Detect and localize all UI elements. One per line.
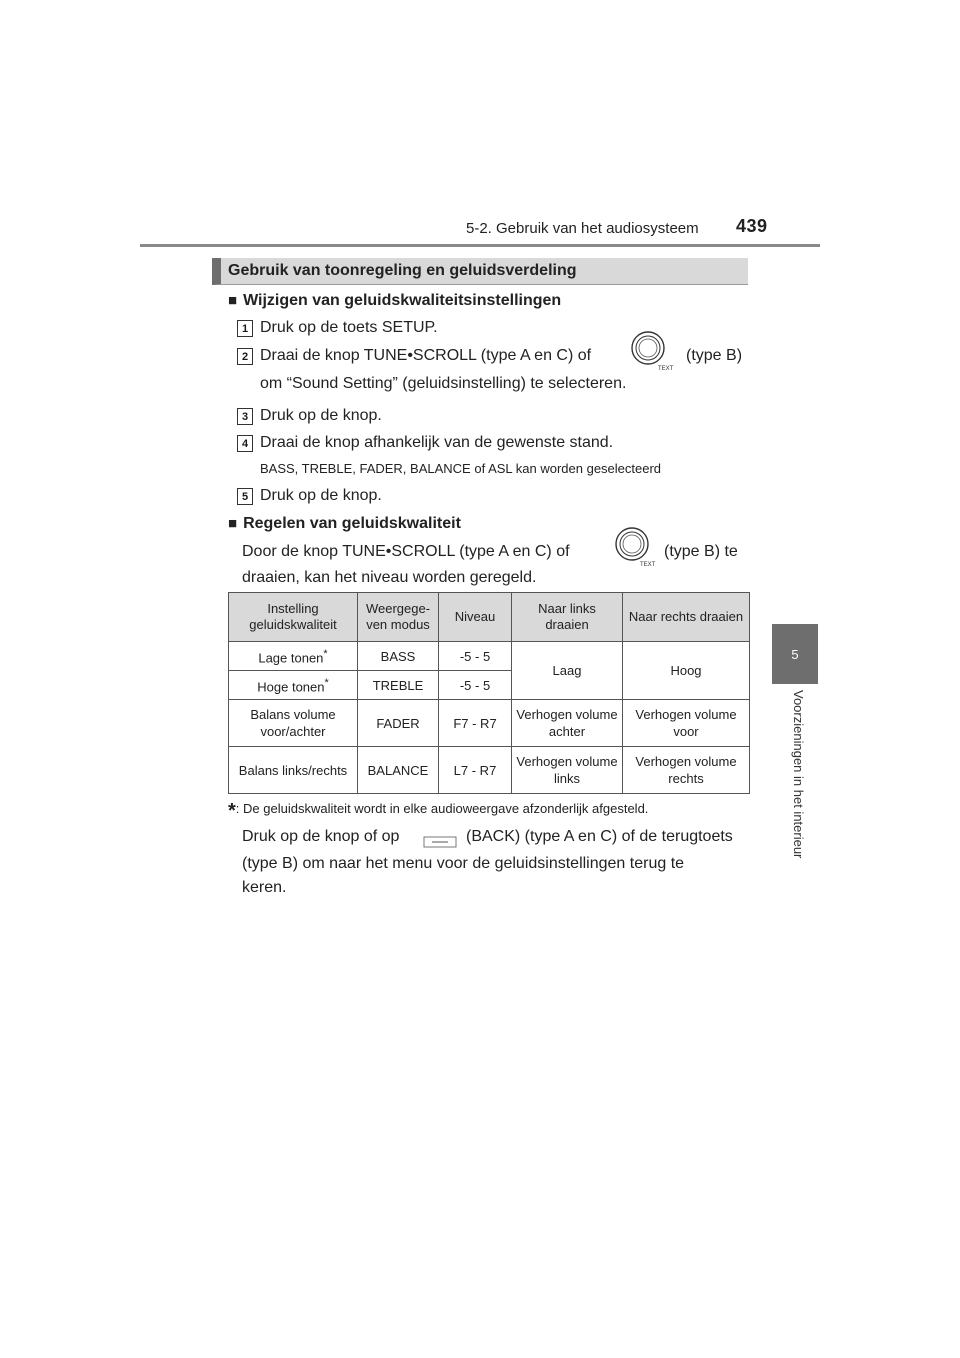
- knob-text-label: TEXT: [640, 562, 656, 568]
- subsection-title: Wijzigen van geluidskwaliteitsinstellingen: [243, 292, 562, 309]
- section-title: Gebruik van toonregeling en geluidsverdeling: [228, 262, 577, 279]
- table-header-cell: Naar links draaien: [512, 593, 623, 642]
- page-number: 439: [736, 216, 768, 236]
- subsection-title: Regelen van geluidskwaliteit: [243, 515, 461, 532]
- table-cell: Hoge tonen*: [229, 671, 358, 700]
- footnote-text: : De geluidskwaliteit wordt in elke audioweergave afzonderlijk afgesteld.: [235, 801, 649, 816]
- table-row: [229, 700, 750, 747]
- table-row: [229, 642, 750, 671]
- step-text-2a: Draai de knop TUNE•SCROLL (type A en C) of: [260, 347, 592, 364]
- square-bullet: ■: [228, 515, 238, 532]
- table-cell: Balans links/rechts: [229, 747, 358, 794]
- footnote: [228, 800, 648, 823]
- step-number-4: 4: [237, 435, 253, 452]
- knob-text-label: TEXT: [658, 366, 674, 372]
- step-number-2: 2: [237, 348, 253, 365]
- closing-text-c: (type B) om naar het menu voor de geluidsinstellingen terug te: [242, 855, 685, 872]
- table-header-cell: Instelling geluidskwaliteit: [229, 593, 358, 642]
- step-number-3: 3: [237, 408, 253, 425]
- step-text-5: Druk op de knop.: [260, 487, 382, 504]
- step-text-4: Draai de knop afhankelijk van de gewenste stand.: [260, 434, 614, 451]
- footnote-marker: *: [228, 800, 236, 822]
- table-cell: Verhogen volume voor: [623, 700, 750, 747]
- body-text-2b: (type B) te: [664, 543, 738, 560]
- header-rule: [140, 244, 820, 247]
- body-text-2c: draaien, kan het niveau worden geregeld.: [242, 569, 537, 586]
- table-cell: -5 - 5: [439, 642, 512, 671]
- subsection-heading-1: [228, 292, 561, 310]
- table-header-cell: Niveau: [439, 593, 512, 642]
- step-number-5: 5: [237, 488, 253, 505]
- table-cell: F7 - R7: [439, 700, 512, 747]
- table-cell: Lage tonen*: [229, 642, 358, 671]
- table-cell: Balans volume voor/achter: [229, 700, 358, 747]
- closing-text-b: (BACK) (type A en C) of de terugtoets: [466, 828, 733, 845]
- step-text-2b: (type B): [686, 347, 743, 364]
- table-row: [229, 747, 750, 794]
- running-header-section: 5-2. Gebruik van het audiosysteem: [466, 220, 699, 237]
- asterisk-marker: *: [324, 676, 329, 689]
- table-cell: Verhogen volume achter: [512, 700, 623, 747]
- step-text-3: Druk op de knop.: [260, 407, 382, 424]
- table-cell: L7 - R7: [439, 747, 512, 794]
- table-header-cell: Naar rechts draaien: [623, 593, 750, 642]
- table-cell: BASS: [358, 642, 439, 671]
- table-header-cell: Weergege-ven modus: [358, 593, 439, 642]
- subsection-heading-2: [228, 515, 461, 533]
- step-number-1: 1: [237, 320, 253, 337]
- step-note-4: BASS, TREBLE, FADER, BALANCE of ASL kan worden geselecteerd: [260, 461, 662, 476]
- closing-text-d: keren.: [242, 879, 287, 896]
- sound-settings-table: [228, 592, 750, 794]
- table-cell: Verhogen volume rechts: [623, 747, 750, 794]
- table-header-row: [229, 593, 750, 642]
- table-cell: Verhogen volume links: [512, 747, 623, 794]
- table-cell: TREBLE: [358, 671, 439, 700]
- closing-text-a: Druk op de knop of op: [242, 828, 400, 845]
- square-bullet: ■: [228, 292, 238, 309]
- back-button-icon: [423, 835, 457, 847]
- step-text-1: Druk op de toets SETUP.: [260, 319, 438, 336]
- table-cell: Laag: [512, 642, 623, 700]
- step-text-2c: om “Sound Setting” (geluidsinstelling) te selecteren.: [260, 375, 627, 392]
- table-cell: Hoog: [623, 642, 750, 700]
- table-cell: BALANCE: [358, 747, 439, 794]
- chapter-tab: 5: [772, 624, 818, 684]
- chapter-label: Voorzieningen in het interieur: [791, 690, 806, 859]
- asterisk-marker: *: [323, 647, 328, 660]
- table-cell: FADER: [358, 700, 439, 747]
- table-cell: -5 - 5: [439, 671, 512, 700]
- body-text-2a: Door de knop TUNE•SCROLL (type A en C) of: [242, 543, 570, 560]
